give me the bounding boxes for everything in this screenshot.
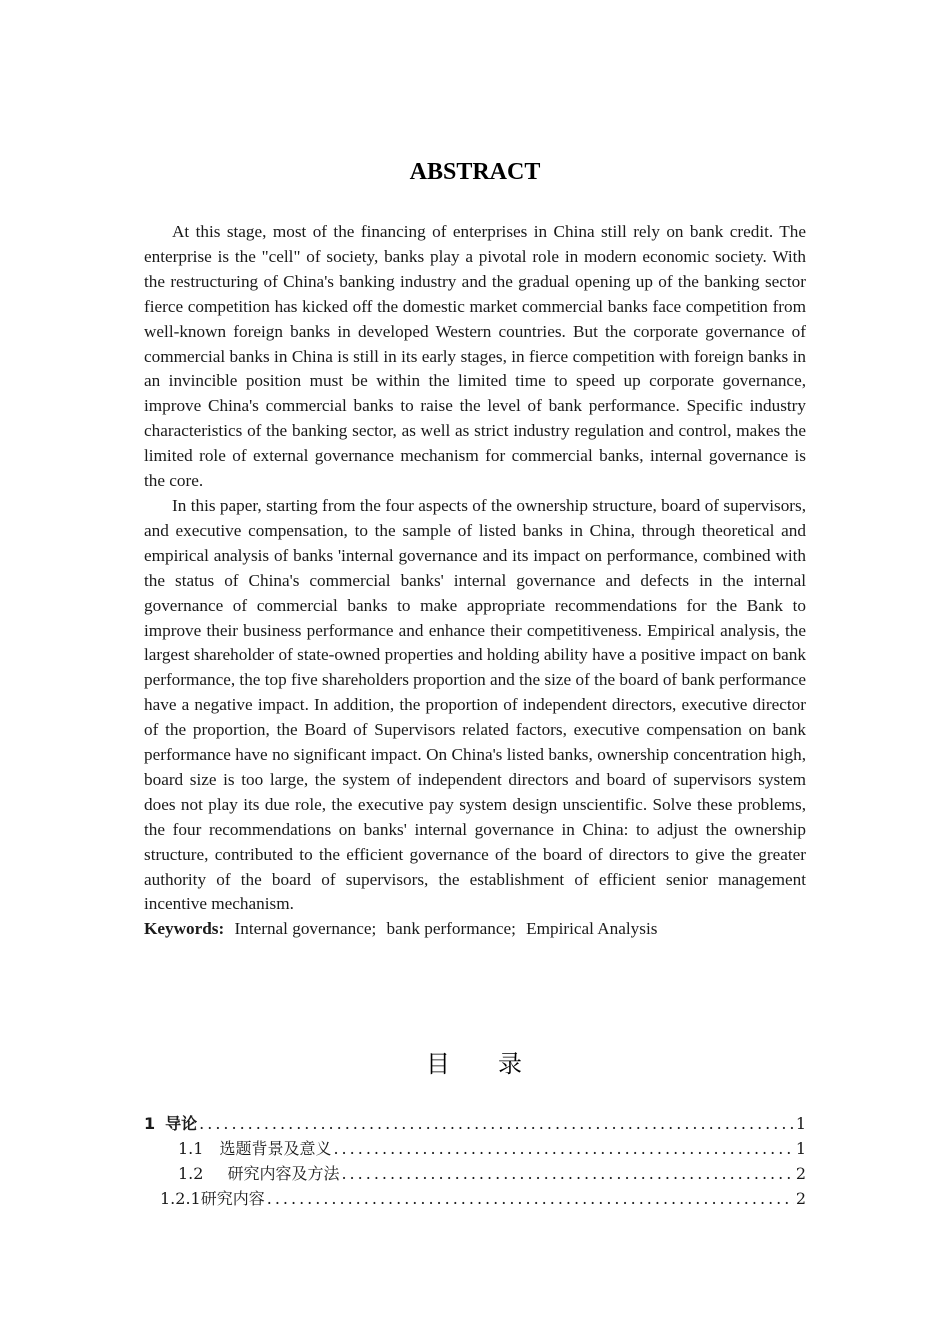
toc-entry-number: 1.2.1 bbox=[160, 1189, 201, 1208]
abstract-paragraph: In this paper, starting from the four aspects of the ownership structure, board of supervisors, and executive compensation, to the sample of listed banks in China, through theoretical and empirical analysis of banks 'internal governance and its impact on performance, combined with the status of China's commercial banks' internal governance and defects in the internal governance of commercial banks to make appropriate recommendations for the Bank to improve their business performance and enhance their competitiveness. Empirical analysis, the largest shareholder of state-owned properties and holding ability have a positive impact on bank performance, the top five shareholders proportion and the size of the board of bank performance have a negative impact. In addition, the proportion of independent directors, executive director of the proportion, the Board of Supervisors related factors, executive compensation on bank performance have no significant impact. On China's listed banks, ownership concentration high, board size is too large, the system of independent directors and board of supervisors system does not play its due role, the executive pay system design unscientific. Solve these problems, the four recommendations on banks' internal governance in China: to adjust the ownership structure, contributed to the efficient governance of the board of directors to give the greater authority of the board of supervisors, the establishment of efficient senior management incentive mechanism. bbox=[144, 495, 806, 914]
toc-entry-label: 研究内容 bbox=[200, 1189, 265, 1208]
toc-entry-page: 1 bbox=[795, 1139, 806, 1158]
toc-entry[interactable] bbox=[144, 1186, 806, 1211]
toc-dot-leader bbox=[341, 1161, 793, 1186]
toc-dot-leader bbox=[199, 1111, 794, 1136]
toc-entry-label: 导论 bbox=[165, 1114, 198, 1133]
toc-entry-page: 1 bbox=[795, 1114, 806, 1133]
toc-entry-page: 2 bbox=[795, 1189, 806, 1208]
toc-dot-leader bbox=[267, 1186, 794, 1211]
toc-title-char: 录 bbox=[498, 1050, 524, 1078]
toc-entry-label: 选题背景及意义 bbox=[219, 1139, 332, 1158]
toc-title bbox=[0, 1046, 950, 1082]
table-of-contents bbox=[144, 1111, 806, 1211]
keywords-line bbox=[144, 917, 806, 942]
toc-title-char: 目 bbox=[426, 1050, 452, 1078]
toc-entry[interactable] bbox=[144, 1161, 806, 1186]
keyword-item: bank performance; bbox=[386, 919, 516, 939]
abstract-title: ABSTRACT bbox=[409, 159, 541, 185]
abstract-body bbox=[144, 220, 806, 942]
toc-entry-label: 研究内容及方法 bbox=[227, 1164, 340, 1183]
toc-entry[interactable] bbox=[144, 1111, 806, 1136]
keyword-item: Internal governance; bbox=[234, 919, 377, 939]
toc-entry-number: 1 bbox=[144, 1114, 156, 1133]
keyword-item: Empirical Analysis bbox=[526, 919, 658, 939]
abstract-paragraph: At this stage, most of the financing of enterprises in China still rely on bank credit. The enterprise is the "cell" of society, banks play a pivotal role in modern economic society. With the restructuring of China's banking industry and the gradual opening up of the banking sector fierce competition has kicked off the domestic market commercial banks face competition from well-known foreign banks in developed Western countries. But the corporate governance of commercial banks in China is still in its early stages, in fierce competition with foreign banks in an invincible position must be within the limited time to speed up corporate governance, improve China's commercial banks to raise the level of bank performance. Specific industry characteristics of the banking sector, as well as strict industry regulation and control, makes the limited role of external governance mechanism for commercial banks, internal governance is the core. bbox=[144, 222, 806, 491]
toc-dot-leader bbox=[333, 1136, 793, 1161]
keywords-label: Keywords: bbox=[144, 919, 225, 939]
toc-entry-number: 1.1 bbox=[178, 1139, 204, 1158]
toc-entry[interactable] bbox=[144, 1136, 806, 1161]
toc-entry-page: 2 bbox=[795, 1164, 806, 1183]
toc-entry-number: 1.2 bbox=[178, 1164, 204, 1183]
